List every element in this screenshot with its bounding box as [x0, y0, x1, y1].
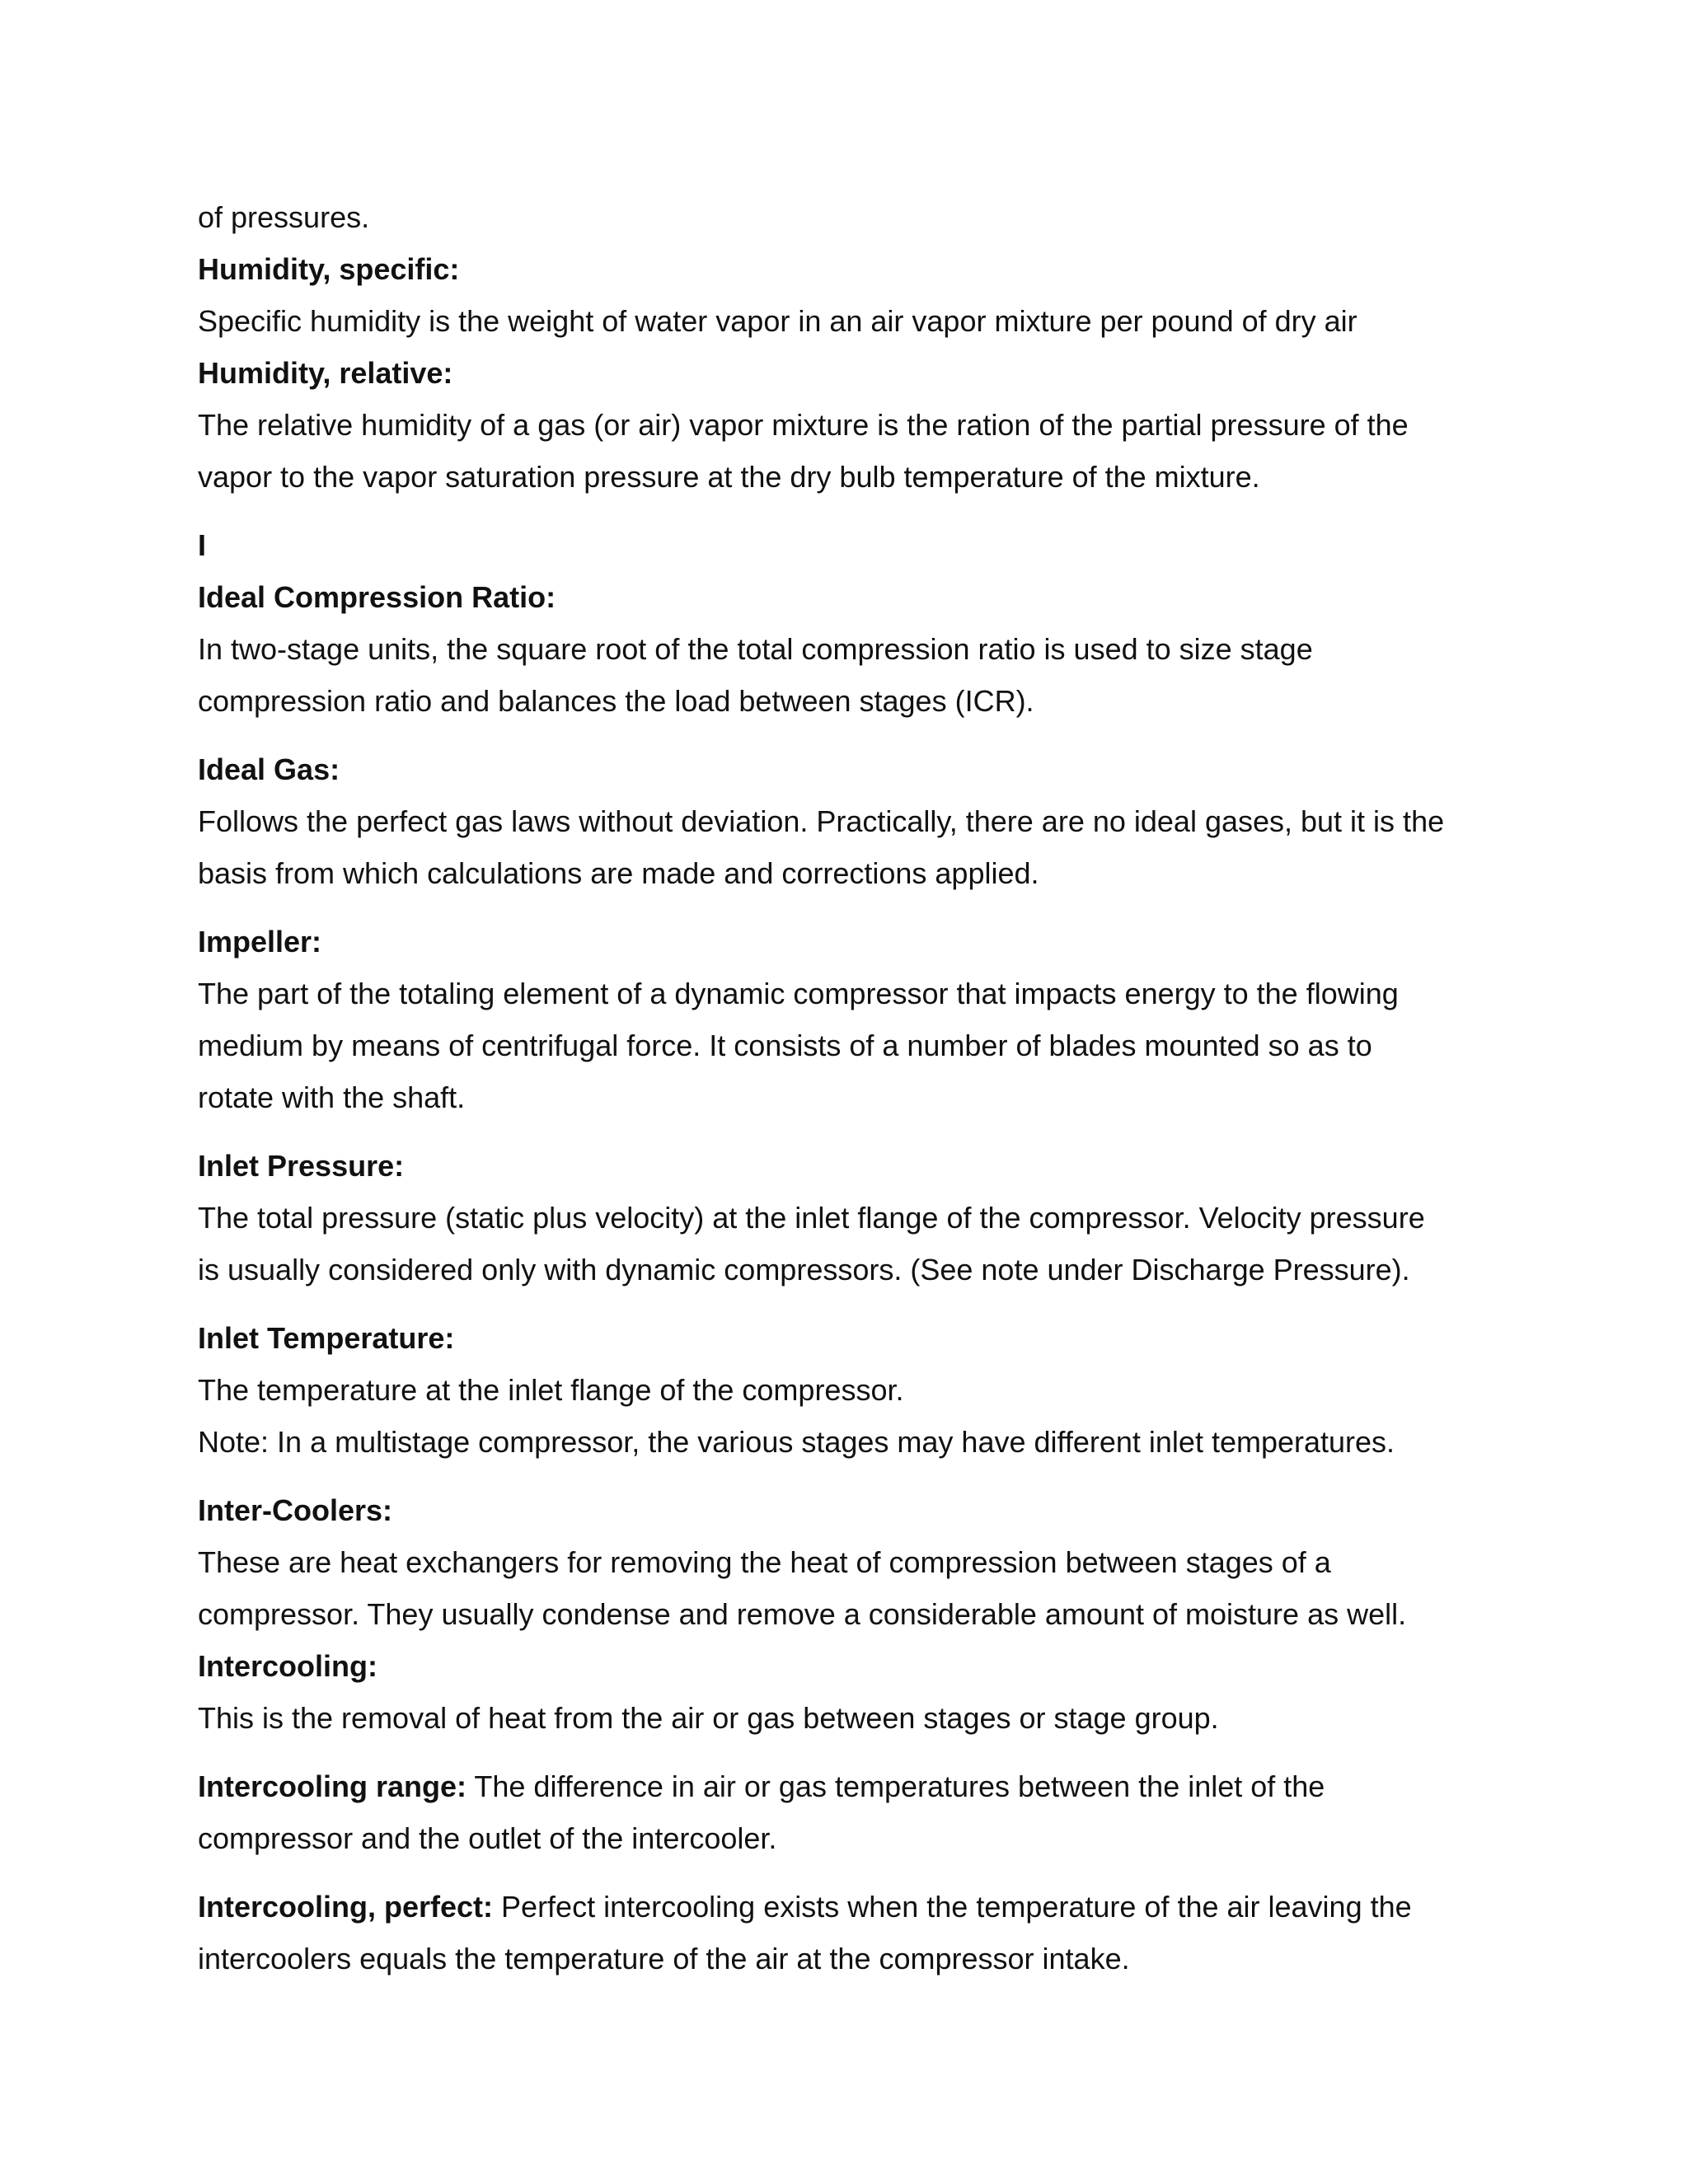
definition-intercooling-perfect-line-1: Perfect intercooling exists when the temperature of the air leaving the — [493, 1890, 1412, 1924]
definition-ideal-gas-line-2: basis from which calculations are made and corrections applied. — [198, 856, 1039, 890]
document-page — [198, 191, 1484, 1985]
definition-intercooling-perfect-line-2: intercoolers equals the temperature of the air at the compressor intake. — [198, 1942, 1130, 1975]
term-ideal-gas: Ideal Gas: — [198, 752, 340, 786]
term-inter-coolers: Inter-Coolers: — [198, 1493, 393, 1527]
term-humidity-specific: Humidity, specific: — [198, 252, 460, 286]
lead-in-text: of pressures. — [198, 200, 370, 234]
term-intercooling: Intercooling: — [198, 1649, 377, 1683]
definition-inter-coolers-line-1: These are heat exchangers for removing the heat of compression between stages of a — [198, 1545, 1331, 1579]
definition-ideal-compression-ratio-line-2: compression ratio and balances the load between stages (ICR). — [198, 684, 1034, 718]
definition-impeller-line-2: medium by means of centrifugal force. It consists of a number of blades mounted so as to — [198, 1029, 1372, 1062]
definition-ideal-gas-line-1: Follows the perfect gas laws without deviation. Practically, there are no ideal gases, but it is the — [198, 804, 1445, 838]
section-letter-heading: I — [198, 528, 207, 562]
definition-humidity-relative-line-2: vapor to the vapor saturation pressure at the dry bulb temperature of the mixture. — [198, 460, 1260, 494]
definition-inlet-temperature-line-2: Note: In a multistage compressor, the various stages may have different inlet temperatures. — [198, 1425, 1395, 1459]
term-inlet-temperature: Inlet Temperature: — [198, 1321, 455, 1355]
definition-inter-coolers-line-2: compressor. They usually condense and remove a considerable amount of moisture as well. — [198, 1597, 1407, 1631]
term-impeller: Impeller: — [198, 925, 322, 958]
term-intercooling-perfect: Intercooling, perfect: — [198, 1890, 494, 1924]
term-intercooling-range: Intercooling range: — [198, 1769, 467, 1803]
definition-intercooling-range-line-2: compressor and the outlet of the intercooler. — [198, 1821, 777, 1855]
entry-intercooling-perfect — [198, 1881, 1484, 1933]
definition-impeller-line-3: rotate with the shaft. — [198, 1080, 466, 1114]
definition-humidity-relative-line-1: The relative humidity of a gas (or air) vapor mixture is the ration of the partial pressure of the — [198, 408, 1409, 442]
definition-inlet-pressure-line-2: is usually considered only with dynamic compressors. (See note under Discharge Pressure). — [198, 1253, 1410, 1286]
definition-inlet-temperature-line-1: The temperature at the inlet flange of the compressor. — [198, 1373, 904, 1407]
definition-inlet-pressure-line-1: The total pressure (static plus velocity) at the inlet flange of the compressor. Velocity pressure — [198, 1201, 1425, 1235]
term-ideal-compression-ratio: Ideal Compression Ratio: — [198, 580, 556, 614]
definition-humidity-specific: Specific humidity is the weight of water vapor in an air vapor mixture per pound of dry air — [198, 304, 1357, 338]
definition-impeller-line-1: The part of the totaling element of a dynamic compressor that impacts energy to the flowing — [198, 977, 1399, 1010]
definition-intercooling: This is the removal of heat from the air or gas between stages or stage group. — [198, 1701, 1219, 1735]
term-humidity-relative: Humidity, relative: — [198, 356, 453, 390]
definition-intercooling-range-line-1: The difference in air or gas temperatures between the inlet of the — [467, 1769, 1325, 1803]
definition-ideal-compression-ratio-line-1: In two-stage units, the square root of the total compression ratio is used to size stage — [198, 632, 1313, 666]
entry-intercooling-range — [198, 1760, 1484, 1812]
term-inlet-pressure: Inlet Pressure: — [198, 1149, 405, 1183]
